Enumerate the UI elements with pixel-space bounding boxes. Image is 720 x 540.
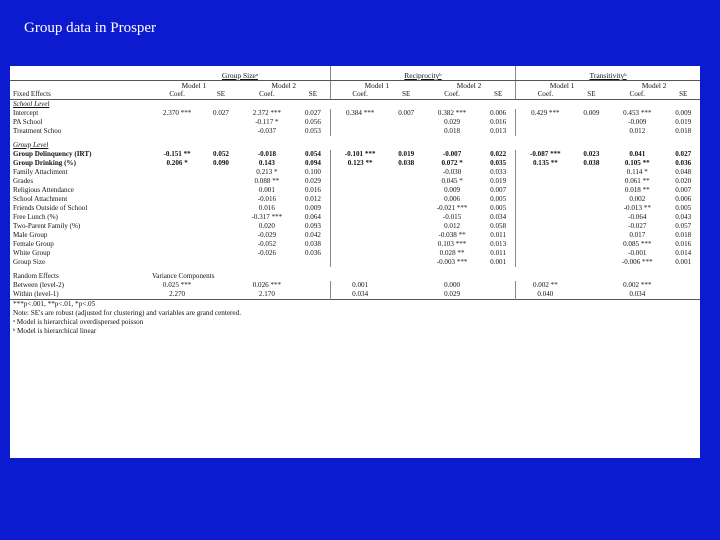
table-cell: 0.001 bbox=[258, 186, 275, 194]
table-cell bbox=[575, 177, 608, 186]
table-cell: 2.270 bbox=[169, 290, 186, 298]
regression-table bbox=[10, 66, 700, 458]
table-cell: 0.034 bbox=[629, 290, 646, 298]
table-cell: 0.384 *** bbox=[330, 109, 389, 118]
table-cell: 0.135 ** bbox=[516, 159, 575, 168]
table-cell bbox=[330, 195, 389, 204]
table-row bbox=[10, 249, 700, 258]
row-label: Between (level-2) bbox=[13, 281, 65, 289]
table-cell bbox=[389, 118, 422, 127]
table-cell bbox=[575, 204, 608, 213]
table-cell bbox=[575, 186, 608, 195]
model-header: Model 2 bbox=[641, 81, 667, 90]
table-cell bbox=[330, 249, 389, 258]
table-cell bbox=[575, 127, 608, 136]
table-cell: 0.025 *** bbox=[162, 281, 192, 289]
table-cell: 0.012 bbox=[629, 127, 646, 135]
table-cell bbox=[296, 258, 330, 267]
table-cell: -0.117 * bbox=[255, 118, 279, 126]
table-cell: 2.170 bbox=[258, 290, 275, 298]
table-cell bbox=[389, 249, 422, 258]
table-cell: 0.103 *** bbox=[437, 240, 467, 248]
model-header-row bbox=[10, 81, 700, 91]
table-row bbox=[10, 231, 700, 240]
table-cell: 0.034 bbox=[330, 290, 389, 300]
note-row bbox=[10, 327, 700, 336]
table-cell: 0.029 bbox=[304, 177, 321, 185]
row-label: Within (level-1) bbox=[13, 290, 59, 298]
table-cell bbox=[330, 168, 389, 177]
table-cell: 0.085 *** bbox=[623, 240, 652, 248]
table-cell: 0.020 bbox=[258, 222, 275, 230]
table-cell bbox=[516, 222, 575, 231]
table-cell: 0.093 bbox=[304, 222, 321, 230]
table-cell bbox=[150, 249, 204, 258]
table-cell: SE bbox=[204, 90, 237, 100]
table-cell: 0.056 bbox=[304, 118, 321, 126]
table-cell: 0.054 bbox=[304, 150, 321, 158]
table-cell: SE bbox=[481, 90, 515, 100]
table-cell bbox=[150, 204, 204, 213]
model-header: Model 1 bbox=[516, 81, 609, 91]
table-cell: -0.087 *** bbox=[516, 150, 575, 159]
table-cell bbox=[150, 127, 204, 136]
table-cell bbox=[150, 177, 204, 186]
table-cell bbox=[204, 186, 237, 195]
table-cell: 0.016 bbox=[490, 118, 507, 126]
table-cell: Coef. bbox=[238, 90, 296, 100]
table-cell: 0.114 * bbox=[626, 168, 648, 176]
table-cell bbox=[330, 258, 389, 267]
table-cell: 0.100 bbox=[304, 168, 321, 176]
table-cell bbox=[330, 213, 389, 222]
table-cell: 0.007 bbox=[675, 186, 692, 194]
table-cell bbox=[330, 222, 389, 231]
table-cell: 0.020 bbox=[675, 177, 692, 185]
table-cell bbox=[481, 290, 515, 300]
table-cell: -0.101 *** bbox=[330, 150, 389, 159]
table-cell: 0.038 bbox=[583, 159, 600, 167]
table-cell: 0.006 bbox=[490, 109, 507, 117]
row-label: Treatment Schoo bbox=[13, 127, 62, 135]
table-cell: -0.015 bbox=[442, 213, 462, 221]
table-cell: -0.151 ** bbox=[163, 150, 191, 158]
table-cell bbox=[389, 290, 422, 300]
table-cell bbox=[204, 168, 237, 177]
results-table bbox=[10, 66, 700, 336]
row-label: Group Delinquency (IRT) bbox=[13, 150, 92, 158]
table-cell bbox=[389, 204, 422, 213]
table-cell bbox=[575, 213, 608, 222]
table-cell: Coef. bbox=[150, 90, 204, 100]
table-cell: 0.038 bbox=[398, 159, 415, 167]
table-cell: 0.023 bbox=[583, 150, 600, 158]
row-label: PA School bbox=[13, 118, 43, 126]
table-cell bbox=[150, 213, 204, 222]
table-cell: 0.016 bbox=[258, 204, 275, 212]
reciprocity-header: Reciprocityᵇ bbox=[330, 66, 515, 81]
table-cell bbox=[330, 177, 389, 186]
table-cell: 0.018 bbox=[675, 231, 692, 239]
table-cell: SE bbox=[575, 90, 608, 100]
table-cell: 0.009 bbox=[304, 204, 321, 212]
table-cell: SE bbox=[296, 90, 330, 100]
table-cell: 0.052 bbox=[213, 150, 229, 158]
note-row bbox=[10, 309, 700, 318]
table-row bbox=[10, 195, 700, 204]
table-cell bbox=[204, 249, 237, 258]
table-row bbox=[10, 258, 700, 267]
table-cell: -0.001 bbox=[628, 249, 647, 257]
table-cell bbox=[516, 186, 575, 195]
table-cell: 0.027 bbox=[213, 109, 229, 117]
table-cell: 0.014 bbox=[675, 249, 692, 257]
table-cell bbox=[575, 249, 608, 258]
table-cell bbox=[516, 177, 575, 186]
table-cell: 0.035 bbox=[490, 159, 507, 167]
row-label: School Attachment bbox=[13, 195, 68, 203]
table-cell: 0.006 bbox=[675, 195, 692, 203]
table-cell: 0.019 bbox=[490, 177, 507, 185]
row-label: White Group bbox=[13, 249, 51, 257]
table-cell bbox=[204, 281, 237, 290]
table-cell: 0.027 bbox=[675, 150, 692, 158]
section-label: School Level bbox=[13, 100, 50, 108]
table-cell: -0.021 *** bbox=[436, 204, 468, 212]
table-cell bbox=[516, 204, 575, 213]
table-cell bbox=[330, 127, 389, 136]
table-cell: 0.042 bbox=[304, 231, 321, 239]
table-cell bbox=[150, 231, 204, 240]
row-label: Free Lunch (%) bbox=[13, 213, 58, 221]
table-cell bbox=[204, 204, 237, 213]
table-cell: Coef. bbox=[423, 90, 481, 100]
table-note: ***p<.001, **p<.01, *p<.05 bbox=[10, 300, 700, 310]
table-cell: SE bbox=[666, 90, 700, 100]
table-cell: 0.022 bbox=[490, 150, 507, 158]
table-cell bbox=[330, 240, 389, 249]
table-cell bbox=[238, 258, 296, 267]
table-cell bbox=[296, 290, 330, 300]
table-note: ᵃ Model is hierarchical overdispersed poisson bbox=[13, 318, 144, 326]
table-cell: 0.041 bbox=[629, 150, 646, 158]
table-cell: -0.052 bbox=[257, 240, 277, 248]
table-note: Note: SE's are robust (adjusted for clustering) and variables are grand centered. bbox=[13, 309, 242, 317]
table-cell bbox=[516, 231, 575, 240]
table-cell bbox=[330, 118, 389, 127]
table-cell bbox=[575, 168, 608, 177]
table-row bbox=[10, 290, 700, 300]
table-cell bbox=[204, 118, 237, 127]
table-cell: 0.045 * bbox=[441, 177, 463, 185]
row-label: Two-Parent Family (%) bbox=[13, 222, 81, 230]
row-label: Intercept bbox=[13, 109, 39, 117]
table-cell bbox=[204, 258, 237, 267]
column-header-row bbox=[10, 90, 700, 100]
table-cell: 0.057 bbox=[675, 222, 692, 230]
section-label: Group Level bbox=[13, 141, 49, 149]
table-cell bbox=[389, 127, 422, 136]
group-header-row bbox=[10, 66, 700, 81]
table-note: ᵇ Model is hierarchical linear bbox=[13, 327, 97, 335]
table-cell bbox=[575, 240, 608, 249]
model-header: Model 2 bbox=[271, 81, 297, 90]
table-cell: 0.001 bbox=[490, 258, 507, 266]
table-cell: -0.064 bbox=[628, 213, 647, 221]
table-cell: 0.012 bbox=[304, 195, 321, 203]
table-cell bbox=[150, 258, 204, 267]
table-cell: 0.382 *** bbox=[437, 109, 467, 117]
table-cell: 0.072 * bbox=[441, 159, 463, 167]
row-label: Fixed Effects bbox=[10, 90, 150, 100]
table-cell bbox=[204, 222, 237, 231]
table-cell: -0.317 *** bbox=[251, 213, 283, 221]
table-row bbox=[10, 204, 700, 213]
school-level-row bbox=[10, 100, 700, 110]
table-cell: 0.011 bbox=[490, 249, 506, 257]
table-cell: 0.009 bbox=[675, 109, 692, 117]
row-label: Religious Attendance bbox=[13, 186, 74, 194]
table-cell bbox=[389, 177, 422, 186]
table-cell: 0.009 bbox=[583, 109, 600, 117]
table-cell bbox=[389, 168, 422, 177]
table-cell: 0.036 bbox=[675, 159, 692, 167]
table-cell: 0.009 bbox=[444, 186, 461, 194]
table-cell: 0.090 bbox=[213, 159, 229, 167]
table-row bbox=[10, 177, 700, 186]
table-cell bbox=[389, 195, 422, 204]
table-cell bbox=[516, 118, 575, 127]
table-cell: -0.037 bbox=[257, 127, 277, 135]
table-cell bbox=[516, 195, 575, 204]
table-cell bbox=[516, 249, 575, 258]
table-cell: 0.001 bbox=[330, 281, 389, 290]
note-row bbox=[10, 300, 700, 310]
table-cell: 0.005 bbox=[675, 204, 692, 212]
table-cell bbox=[204, 240, 237, 249]
table-cell bbox=[389, 222, 422, 231]
table-cell: 0.011 bbox=[490, 231, 506, 239]
table-cell: SE bbox=[389, 90, 422, 100]
table-row bbox=[10, 213, 700, 222]
table-cell bbox=[516, 168, 575, 177]
table-cell bbox=[516, 127, 575, 136]
table-cell bbox=[575, 231, 608, 240]
table-cell: -0.038 ** bbox=[438, 231, 466, 239]
table-cell: 0.007 bbox=[398, 109, 415, 117]
table-cell: 0.001 bbox=[675, 258, 692, 266]
table-cell: 0.005 bbox=[490, 204, 507, 212]
table-cell: 0.043 bbox=[675, 213, 692, 221]
transitivity-header: Transitivityᵇ bbox=[516, 66, 700, 81]
table-cell: -0.026 bbox=[257, 249, 277, 257]
table-cell: 0.017 bbox=[629, 231, 646, 239]
table-cell: 0.040 bbox=[516, 290, 575, 300]
table-cell: -0.009 bbox=[628, 118, 647, 126]
table-cell: -0.007 bbox=[442, 150, 462, 158]
table-cell: 0.058 bbox=[490, 222, 507, 230]
table-row bbox=[10, 127, 700, 136]
row-label: Group Drinking (%) bbox=[13, 159, 76, 167]
table-cell bbox=[389, 231, 422, 240]
table-cell bbox=[150, 240, 204, 249]
table-cell: -0.029 bbox=[257, 231, 277, 239]
table-cell: 0.013 bbox=[490, 240, 507, 248]
table-cell: Coef. bbox=[330, 90, 389, 100]
table-cell bbox=[389, 258, 422, 267]
table-cell bbox=[204, 127, 237, 136]
table-cell: -0.013 ** bbox=[623, 204, 651, 212]
table-cell: -0.018 bbox=[257, 150, 277, 158]
table-cell bbox=[575, 222, 608, 231]
table-row bbox=[10, 150, 700, 159]
row-label: Male Group bbox=[13, 231, 48, 239]
row-label: Group Size bbox=[13, 258, 46, 266]
table-cell bbox=[389, 213, 422, 222]
variance-components-label: Variance Components bbox=[151, 272, 215, 280]
table-cell bbox=[575, 281, 608, 290]
table-cell: -0.006 *** bbox=[621, 258, 653, 266]
table-cell bbox=[150, 195, 204, 204]
table-cell bbox=[516, 240, 575, 249]
table-cell bbox=[481, 281, 515, 290]
group-size-header: Group Sizeᵃ bbox=[150, 66, 330, 81]
random-effects-label: Random Effects bbox=[13, 272, 59, 280]
table-cell: 0.053 bbox=[304, 127, 321, 135]
table-cell: -0.016 bbox=[257, 195, 277, 203]
table-cell bbox=[575, 258, 608, 267]
table-cell: 0.061 ** bbox=[624, 177, 650, 185]
table-cell bbox=[666, 290, 700, 300]
table-row bbox=[10, 186, 700, 195]
table-cell: 0.123 ** bbox=[330, 159, 389, 168]
table-row bbox=[10, 281, 700, 290]
table-cell: 0.007 bbox=[490, 186, 507, 194]
table-cell bbox=[150, 118, 204, 127]
table-cell: 0.026 *** bbox=[252, 281, 282, 289]
table-cell: 0.019 bbox=[675, 118, 692, 126]
table-cell bbox=[389, 186, 422, 195]
model-header: Model 1 bbox=[330, 81, 423, 91]
table-cell bbox=[330, 231, 389, 240]
table-cell: 0.036 bbox=[304, 249, 321, 257]
row-label: Family Attachment bbox=[13, 168, 68, 176]
table-cell bbox=[150, 222, 204, 231]
table-cell: 0.064 bbox=[304, 213, 321, 221]
table-cell: 0.012 bbox=[444, 222, 461, 230]
table-cell: 0.453 *** bbox=[623, 109, 652, 117]
table-cell: 0.018 bbox=[675, 127, 692, 135]
table-cell: 0.006 bbox=[444, 195, 461, 203]
table-cell: 0.029 bbox=[444, 118, 461, 126]
table-cell: 0.034 bbox=[490, 213, 507, 221]
table-cell: -0.030 bbox=[442, 168, 462, 176]
model-header: Model 1 bbox=[181, 81, 207, 90]
table-cell: 0.105 ** bbox=[624, 159, 650, 167]
table-cell bbox=[330, 204, 389, 213]
table-cell: 0.016 bbox=[675, 240, 692, 248]
row-label: Friends Outside of School bbox=[13, 204, 88, 212]
table-cell: 0.013 bbox=[490, 127, 507, 135]
table-cell: 0.038 bbox=[304, 240, 321, 248]
table-cell bbox=[575, 118, 608, 127]
table-cell: 0.094 bbox=[304, 159, 321, 167]
table-cell bbox=[575, 195, 608, 204]
table-cell: 0.005 bbox=[490, 195, 507, 203]
table-cell bbox=[296, 281, 330, 290]
table-cell: 0.002 *** bbox=[623, 281, 652, 289]
table-cell: 0.028 ** bbox=[439, 249, 465, 257]
table-cell: 0.002 ** bbox=[516, 281, 575, 290]
table-cell: 2.370 *** bbox=[162, 109, 192, 117]
model-header: Model 2 bbox=[456, 81, 482, 90]
row-label: Female Group bbox=[13, 240, 54, 248]
table-cell: 0.048 bbox=[675, 168, 692, 176]
table-cell: 0.002 bbox=[629, 195, 646, 203]
table-cell: Coef. bbox=[516, 90, 575, 100]
table-cell bbox=[389, 281, 422, 290]
table-cell: 0.016 bbox=[304, 186, 321, 194]
table-row bbox=[10, 109, 700, 118]
table-cell: 0.206 * bbox=[166, 159, 188, 167]
table-row bbox=[10, 159, 700, 168]
table-cell: 0.018 ** bbox=[624, 186, 650, 194]
note-row bbox=[10, 318, 700, 327]
table-cell bbox=[575, 290, 608, 300]
table-row bbox=[10, 118, 700, 127]
table-cell: 0.029 bbox=[444, 290, 461, 298]
table-cell: 0.033 bbox=[490, 168, 507, 176]
table-cell bbox=[330, 186, 389, 195]
row-label: Grades bbox=[13, 177, 34, 185]
table-cell bbox=[516, 213, 575, 222]
table-cell: 0.027 bbox=[304, 109, 321, 117]
table-cell: 0.019 bbox=[398, 150, 415, 158]
table-cell: 0.018 bbox=[444, 127, 461, 135]
table-cell bbox=[204, 177, 237, 186]
table-cell: 0.088 ** bbox=[254, 177, 280, 185]
table-row bbox=[10, 168, 700, 177]
table-cell bbox=[150, 186, 204, 195]
table-cell bbox=[204, 195, 237, 204]
table-row bbox=[10, 240, 700, 249]
table-cell bbox=[204, 231, 237, 240]
table-cell bbox=[389, 240, 422, 249]
table-cell: 2.372 *** bbox=[252, 109, 282, 117]
table-cell bbox=[666, 281, 700, 290]
table-cell bbox=[150, 168, 204, 177]
table-cell: 0.213 * bbox=[256, 168, 278, 176]
table-cell bbox=[204, 290, 237, 300]
table-row bbox=[10, 222, 700, 231]
table-cell: 0.143 bbox=[258, 159, 275, 167]
table-cell bbox=[204, 213, 237, 222]
table-cell: Coef. bbox=[608, 90, 666, 100]
random-effects-header bbox=[10, 272, 700, 281]
slide-title: Group data in Prosper bbox=[24, 20, 157, 36]
table-cell bbox=[516, 258, 575, 267]
group-level-row bbox=[10, 141, 700, 150]
table-cell: -0.003 *** bbox=[436, 258, 468, 266]
table-cell: 0.000 bbox=[444, 281, 461, 289]
table-cell: -0.027 bbox=[628, 222, 647, 230]
table-cell: 0.429 *** bbox=[516, 109, 575, 118]
